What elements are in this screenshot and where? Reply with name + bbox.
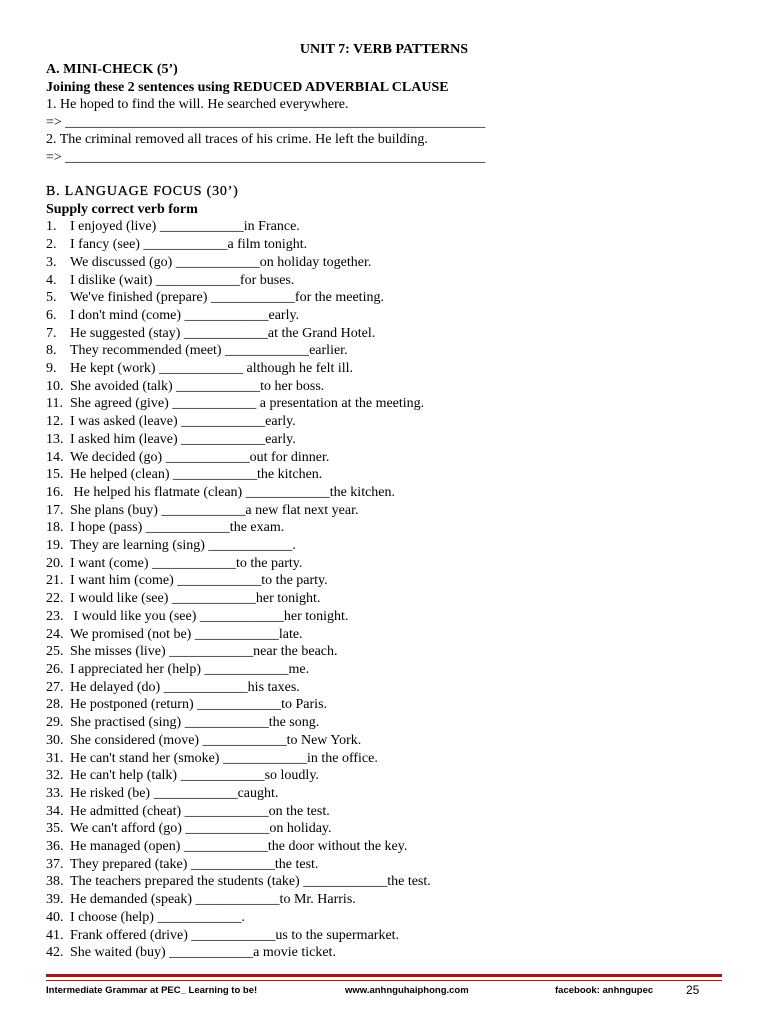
item-number: 20. xyxy=(46,555,64,571)
exercise-item xyxy=(46,873,726,891)
item-number: 1. xyxy=(46,219,57,235)
exercise-item xyxy=(46,767,726,785)
exercise-item xyxy=(46,360,726,378)
exercise-item xyxy=(46,254,726,272)
item-sentence: I want (come) ____________to the party. xyxy=(70,555,303,571)
exercise-item xyxy=(46,537,726,555)
section-a-instruction: Joining these 2 sentences using REDUCED ADVERBIAL CLAUSE xyxy=(46,79,449,95)
section-language-focus xyxy=(46,183,726,962)
item-sentence: The teachers prepared the students (take) ____________the test. xyxy=(70,874,431,890)
item-sentence: They are learning (sing) ____________. xyxy=(70,538,296,554)
item-number: 31. xyxy=(46,750,64,766)
exercise-item xyxy=(46,927,726,945)
item-number: 41. xyxy=(46,927,64,943)
item-sentence: He kept (work) ____________ although he felt ill. xyxy=(70,361,354,377)
exercise-item xyxy=(46,572,726,590)
section-b-heading: B. LANGUAGE FOCUS (30’) xyxy=(46,184,239,199)
exercise-item xyxy=(46,661,726,679)
item-number: 30. xyxy=(46,732,64,748)
exercise-item xyxy=(46,944,726,962)
exercise-item xyxy=(46,502,726,520)
item-number: 34. xyxy=(46,803,64,819)
item-number: 23. xyxy=(46,608,64,624)
item-sentence: She considered (move) ____________to New York. xyxy=(70,732,362,748)
section-mini-check xyxy=(46,61,726,166)
section-a-heading: A. MINI-CHECK (5’) xyxy=(46,62,178,77)
item-number: 19. xyxy=(46,538,64,554)
exercise-item xyxy=(46,484,726,502)
item-sentence: He suggested (stay) ____________at the Grand Hotel. xyxy=(70,325,376,341)
page-number: 25 xyxy=(686,983,700,997)
answer-line-2: => ____________________________________________________________ xyxy=(46,149,486,165)
item-sentence: She waited (buy) ____________a movie ticket. xyxy=(70,945,336,961)
item-sentence: She misses (live) ____________near the beach. xyxy=(70,644,338,660)
item-sentence: He can't help (talk) ____________so loudly. xyxy=(70,768,319,784)
item-sentence: He postponed (return) ____________to Paris. xyxy=(70,697,328,713)
exercise-item xyxy=(46,378,726,396)
item-number: 11. xyxy=(46,396,63,412)
item-number: 21. xyxy=(46,573,64,589)
item-sentence: I appreciated her (help) ____________me. xyxy=(70,661,310,677)
item-sentence: He risked (be) ____________caught. xyxy=(70,785,279,801)
item-number: 2. xyxy=(46,237,57,253)
footer-website: www.anhnguhaiphong.com xyxy=(345,985,469,996)
mini-check-question-1: 1. He hoped to find the will. He searched everywhere. xyxy=(46,97,349,112)
item-number: 18. xyxy=(46,520,64,536)
exercise-item xyxy=(46,838,726,856)
exercise-item xyxy=(46,856,726,874)
item-sentence: I dislike (wait) ____________for buses. xyxy=(70,272,295,288)
item-number: 22. xyxy=(46,591,64,607)
item-number: 28. xyxy=(46,697,64,713)
item-sentence: He can't stand her (smoke) ____________in the office. xyxy=(70,750,378,766)
exercise-item xyxy=(46,785,726,803)
item-sentence: He delayed (do) ____________his taxes. xyxy=(70,679,300,695)
exercise-item xyxy=(46,555,726,573)
exercise-item xyxy=(46,413,726,431)
exercise-item xyxy=(46,909,726,927)
item-sentence: We promised (not be) ____________late. xyxy=(70,626,303,642)
exercise-item xyxy=(46,449,726,467)
item-number: 36. xyxy=(46,839,64,855)
item-sentence: They prepared (take) ____________the test. xyxy=(70,856,319,872)
exercise-item xyxy=(46,395,726,413)
item-sentence: I fancy (see) ____________a film tonight. xyxy=(70,237,308,253)
exercise-item xyxy=(46,236,726,254)
item-sentence: I was asked (leave) ____________early. xyxy=(70,414,296,430)
exercise-item xyxy=(46,608,726,626)
exercise-item xyxy=(46,626,726,644)
item-sentence: I asked him (leave) ____________early. xyxy=(70,431,296,447)
item-sentence: I hope (pass) ____________the exam. xyxy=(70,520,285,536)
footer-rule-thin xyxy=(46,980,722,981)
section-b-instruction: Supply correct verb form xyxy=(46,201,198,217)
exercise-item xyxy=(46,803,726,821)
exercise-item xyxy=(46,519,726,537)
item-sentence: She plans (buy) ____________a new flat next year. xyxy=(70,502,359,518)
item-number: 12. xyxy=(46,414,64,430)
unit-title: UNIT 7: VERB PATTERNS xyxy=(299,42,469,57)
item-number: 8. xyxy=(46,343,57,359)
footer-rule-thick xyxy=(46,974,722,977)
mini-check-question-2: 2. The criminal removed all traces of his crime. He left the building. xyxy=(46,132,428,147)
item-sentence: We can't afford (go) ____________on holiday. xyxy=(70,821,332,837)
item-sentence: I don't mind (come) ____________early. xyxy=(70,307,300,323)
item-number: 6. xyxy=(46,307,57,323)
item-number: 14. xyxy=(46,449,64,465)
exercise-item xyxy=(46,820,726,838)
item-number: 10. xyxy=(46,378,64,394)
item-number: 37. xyxy=(46,856,64,872)
item-number: 39. xyxy=(46,892,64,908)
exercise-item xyxy=(46,590,726,608)
exercise-item xyxy=(46,750,726,768)
exercise-item xyxy=(46,218,726,236)
item-sentence: I would like you (see) ____________her tonight. xyxy=(70,608,349,624)
exercise-item xyxy=(46,732,726,750)
answer-line-1: => ____________________________________________________________ xyxy=(46,114,486,130)
item-sentence: He admitted (cheat) ____________on the test. xyxy=(70,803,330,819)
item-sentence: We discussed (go) ____________on holiday together. xyxy=(70,254,372,270)
item-number: 25. xyxy=(46,644,64,660)
exercise-item xyxy=(46,643,726,661)
item-number: 17. xyxy=(46,502,64,518)
exercise-item xyxy=(46,431,726,449)
exercise-item xyxy=(46,891,726,909)
item-sentence: I choose (help) ____________. xyxy=(70,909,245,925)
footer-course-name: Intermediate Grammar at PEC_ Learning to be! xyxy=(46,985,258,996)
exercise-item xyxy=(46,325,726,343)
item-number: 26. xyxy=(46,661,64,677)
item-sentence: We've finished (prepare) ____________for the meeting. xyxy=(70,290,384,306)
exercise-item xyxy=(46,714,726,732)
item-sentence: Frank offered (drive) ____________us to the supermarket. xyxy=(70,927,400,943)
item-number: 7. xyxy=(46,325,57,341)
item-number: 29. xyxy=(46,715,64,731)
item-sentence: I enjoyed (live) ____________in France. xyxy=(70,219,300,235)
exercise-item xyxy=(46,466,726,484)
verb-form-list xyxy=(46,218,726,962)
item-sentence: He helped (clean) ____________the kitchen. xyxy=(70,467,323,483)
item-number: 5. xyxy=(46,290,57,306)
item-number: 27. xyxy=(46,679,64,695)
item-number: 24. xyxy=(46,626,64,642)
item-sentence: They recommended (meet) ____________earlier. xyxy=(70,343,348,359)
item-number: 42. xyxy=(46,945,64,961)
footer-facebook: facebook: anhngupec xyxy=(555,985,654,996)
item-number: 13. xyxy=(46,431,64,447)
exercise-item xyxy=(46,307,726,325)
exercise-item xyxy=(46,289,726,307)
item-number: 4. xyxy=(46,272,57,288)
item-sentence: I want him (come) ____________to the party. xyxy=(70,573,328,589)
exercise-item xyxy=(46,342,726,360)
item-number: 9. xyxy=(46,361,57,377)
exercise-item xyxy=(46,272,726,290)
item-sentence: We decided (go) ____________out for dinner. xyxy=(70,449,330,465)
item-number: 32. xyxy=(46,768,64,784)
item-number: 35. xyxy=(46,821,64,837)
item-sentence: She avoided (talk) ____________to her boss. xyxy=(70,378,325,394)
item-number: 38. xyxy=(46,874,64,890)
item-sentence: He managed (open) ____________the door without the key. xyxy=(70,839,408,855)
item-sentence: He demanded (speak) ____________to Mr. Harris. xyxy=(70,892,356,908)
exercise-item xyxy=(46,696,726,714)
item-sentence: I would like (see) ____________her tonight. xyxy=(70,591,321,607)
item-number: 3. xyxy=(46,254,57,270)
item-number: 33. xyxy=(46,785,64,801)
item-sentence: He helped his flatmate (clean) ____________the kitchen. xyxy=(70,484,396,500)
item-sentence: She agreed (give) ____________ a presentation at the meeting. xyxy=(70,396,425,412)
item-number: 15. xyxy=(46,467,64,483)
item-number: 16. xyxy=(46,484,64,500)
item-sentence: She practised (sing) ____________the song. xyxy=(70,715,320,731)
item-number: 40. xyxy=(46,909,64,925)
exercise-item xyxy=(46,679,726,697)
